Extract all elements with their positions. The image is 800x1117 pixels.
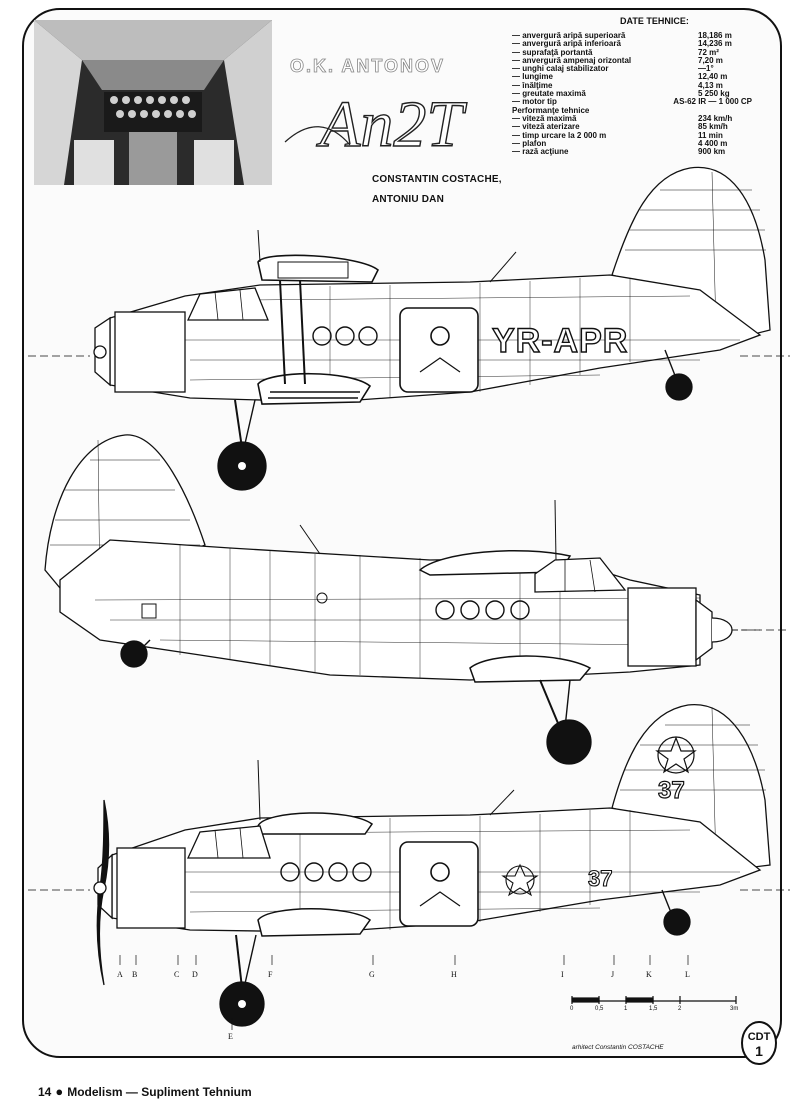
station-label: A [117,970,123,979]
spec-row: — lungime 12,40 m [512,72,728,82]
spec-row: — greutate maximă 5 250 kg [512,89,730,99]
registration-mark: YR-APR [492,322,629,360]
author-2: ANTONIU DAN [372,194,445,205]
spec-row: — înălţime 4,13 m [512,80,723,90]
scale-tick-label: 1 [624,1006,628,1012]
spec-row: — motor tip AS-62 IR — 1 000 CP [512,97,752,107]
spec-row: — unghi calaj stabilizator —1° [512,64,714,74]
scale-tick-label: 1,5 [649,1006,658,1012]
fuselage-number: 37 [588,866,613,891]
station-label: D [192,970,198,979]
perf-row: — rază acţiune 900 km [512,147,726,157]
badge-top: CDT [747,1031,771,1043]
station-label: L [685,970,690,979]
station-label: H [451,970,457,979]
spec-row: — anvergură ampenaj orizontal 7,20 m [512,55,723,65]
station-label: E [228,1032,233,1041]
scale-labels [566,1006,746,1018]
station-label: G [369,970,375,979]
design-bureau-label: O.K. ANTONOV [290,56,446,76]
badge-bottom: 1 [755,1043,763,1059]
page-number: 14 [38,1084,52,1099]
spec-row: — suprafaţă portantă 72 m² [512,47,719,57]
station-label: B [132,970,138,979]
scale-bar [572,996,736,1004]
station-label: J [611,970,615,979]
spec-row: — anvergură aripă superioară 18,186 m [512,31,732,40]
bullet-icon: ● [55,1084,64,1099]
architect-credit: arhitect Constantin COSTACHE [572,1044,664,1051]
model-title: An2T [320,88,464,160]
page-footer [38,1084,252,1099]
station-label: I [561,970,564,979]
footer-text: Modelism — Supliment Tehnium [67,1084,252,1099]
perf-row: — timp urcare la 2 000 m 11 min [512,130,723,140]
perf-row: — viteză maximă 234 km/h [512,113,733,123]
perf-row: — viteză aterizare 85 km/h [512,122,728,132]
side-view-3 [28,705,790,1030]
tail-number: 37 [658,777,685,804]
perf-title: Performanţe tehnice [512,105,590,115]
scale-tick-label: 0,5 [595,1006,604,1012]
perf-row: — plafon 4 400 m [512,138,728,148]
cdt-badge [740,1020,778,1066]
scale-tick-label: 3m [730,1006,739,1012]
station-label: F [268,970,273,979]
scale-tick-label: 0 [570,1006,574,1012]
station-label: K [646,970,652,979]
author-1: CONSTANTIN COSTACHE, [372,174,502,185]
scale-tick-label: 2 [678,1006,682,1012]
spec-row: — anvergură aripă inferioară 14,236 m [512,39,732,49]
specs-title: DATE TEHNICE: [620,16,689,26]
station-label: C [174,970,180,979]
